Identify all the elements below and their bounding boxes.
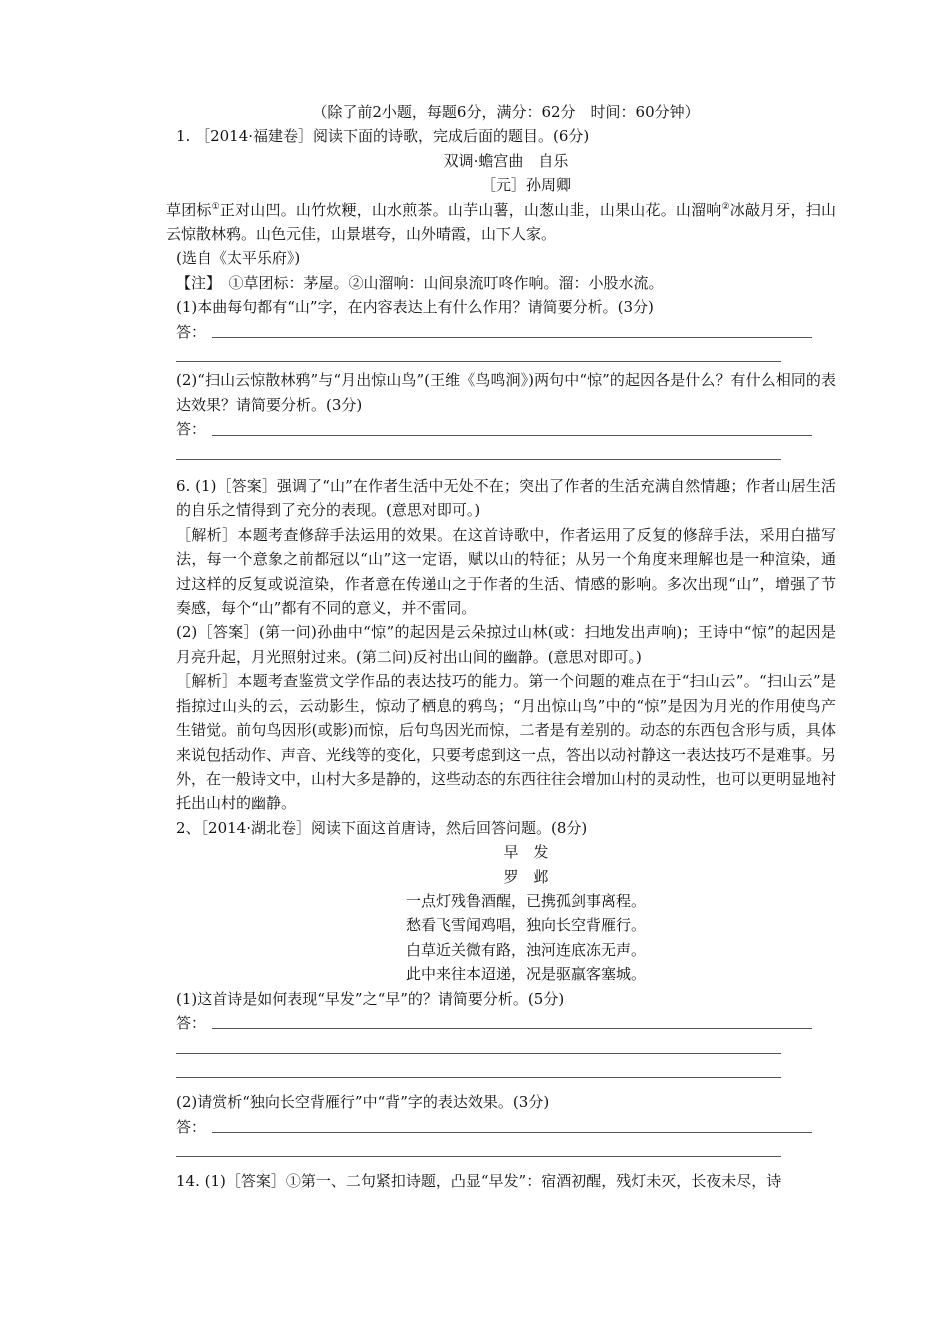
answer-blank[interactable] [212, 435, 812, 436]
answer-blank[interactable] [212, 337, 812, 338]
answer-line-1[interactable] [176, 320, 836, 344]
document-page [166, 100, 837, 1194]
answer-blank[interactable] [212, 1028, 812, 1029]
exam-header: （除了前2小题，每题6分，满分：62分 时间：60分钟） [312, 103, 700, 121]
poem-text-part3: 冰敲月牙，扫山云惊散林鸦。山色元佳，山景堪夸，山外晴霞，山下人家。 [166, 200, 836, 244]
analysis-1-part2: ［解析］本题考查鉴赏文学作品的表达技巧的能力。第一个问题的难点在于“扫山云”。“扫山云”是指掠过山头的云，云动影生，惊动了栖息的鸦鸟；“月出惊山鸟”中的“惊”是因为月光的作用使鸟产生错觉。前句鸟因形(或影)而惊，后句鸟因光而惊，二者是有差别的。动态的东西包含形与质，具体来说包括动作、声音、光线等的变化，只要考虑到这一点，答出以动衬静这一表达技巧不是难事。另外，在一般诗文中，山村大多是静的，这些动态的东西往往会增加山村的灵动性，也可以更明显地衬托出山村的幽静。 [176, 672, 837, 813]
poem-line: 此中来往本迢递，况是驱羸客塞城。 [405, 965, 646, 984]
poem-author-1: ［元］孙周卿 [480, 176, 571, 195]
question-2-prompt: 2、［2014·湖北卷］阅读下面这首唐诗，然后回答问题。(8分) [176, 818, 588, 837]
answer-blank[interactable] [176, 1139, 836, 1163]
answer-line-2[interactable] [176, 417, 836, 441]
poem-body-1 [166, 198, 836, 247]
analysis-1-part1: ［解析］本题考查修辞手法运用的效果。在这首诗歌中，作者运用了反复的修辞手法，采用白描写法，每一个意象之前都冠以“山”这一定语，赋以山的特征；从另一个角度来理解也是一种渲染，通过这样的反复或说渲染，作者意在传递山之于作者的生活、情感的影响。多次出现“山”，增强了节奏感，每个“山”都有不同的意义，并不雷同。 [176, 525, 836, 618]
poem-title-2: 早 发 [503, 843, 549, 862]
answer-line-3[interactable] [176, 1011, 836, 1035]
poem-author-2: 罗 邺 [503, 867, 549, 886]
answer-1-part2: (2)［答案］(第一问)孙曲中“惊”的起因是云朵掠过山林(或：扫地发出声响)；王诗中“惊”的起因是月亮升起，月光照射过来。(第二问)反衬出山间的幽静。(意思对即可。) [176, 623, 836, 666]
answer-label: 答： [176, 1013, 207, 1032]
answer-1-part1: 6. (1)［答案］强调了“山”在作者生活中无处不在；突出了作者的生活充满自然情趣；作者山居生活的自乐之情得到了充分的表现。(意思对即可。) [176, 477, 836, 520]
answer-2-part1: 14. (1)［答案］①第一、二句紧扣诗题，凸显“早发”：宿酒初醒，残灯未灭，长夜未尽，诗 [176, 1172, 782, 1191]
poem-source: (选自《太平乐府》) [176, 249, 301, 268]
poem-line: 愁看飞雪闻鸡唱，独向长空背雁行。 [405, 916, 646, 935]
answer-label: 答： [176, 322, 207, 341]
note-marker-1: ① [211, 201, 220, 212]
question-1-sub1: (1)本曲每句都有“山”字，在内容表达上有什么作用？请简要分析。(3分) [176, 298, 654, 317]
answer-line-4[interactable] [176, 1115, 836, 1139]
answer-label: 答： [176, 420, 207, 439]
answer-blank[interactable] [212, 1132, 812, 1133]
question-1-sub2: (2)“扫山云惊散林鸦”与“月出惊山鸟”(王维《鸟鸣涧》)两句中“惊”的起因各是什么？有什么相同的表达效果？请简要分析。(3分) [176, 371, 836, 414]
answer-blank[interactable] [176, 344, 836, 368]
answer-blank[interactable] [176, 1035, 836, 1059]
answer-blank[interactable] [176, 1060, 836, 1084]
question-2-sub2: (2)请赏析“独向长空背雁行”中“背”字的表达效果。(3分) [176, 1093, 550, 1112]
note-marker-2: ② [721, 201, 730, 212]
poem-title-1: 双调·蟾宫曲 自乐 [443, 151, 569, 170]
answer-blank[interactable] [176, 442, 836, 466]
poem-line: 白草近关微有路，浊河连底冻无声。 [405, 940, 646, 959]
poem-text-part1: 草团标 [166, 200, 212, 219]
poem-notes: 【注】 ①草团标：茅屋。②山溜响：山间泉流叮咚作响。溜：小股水流。 [176, 273, 664, 292]
question-2-sub1: (1)这首诗是如何表现“早发”之“早”的？请简要分析。(5分) [176, 989, 565, 1008]
poem-line: 一点灯残鲁酒醒，已携孤剑事离程。 [405, 891, 646, 910]
question-1-prompt: 1. ［2014·福建卷］阅读下面的诗歌，完成后面的题目。(6分) [176, 127, 590, 146]
answer-label: 答： [176, 1117, 207, 1136]
poem-text-part2: 正对山凹。山竹炊粳，山水煎茶。山芋山薯，山葱山韭，山果山花。山溜响 [219, 200, 722, 219]
